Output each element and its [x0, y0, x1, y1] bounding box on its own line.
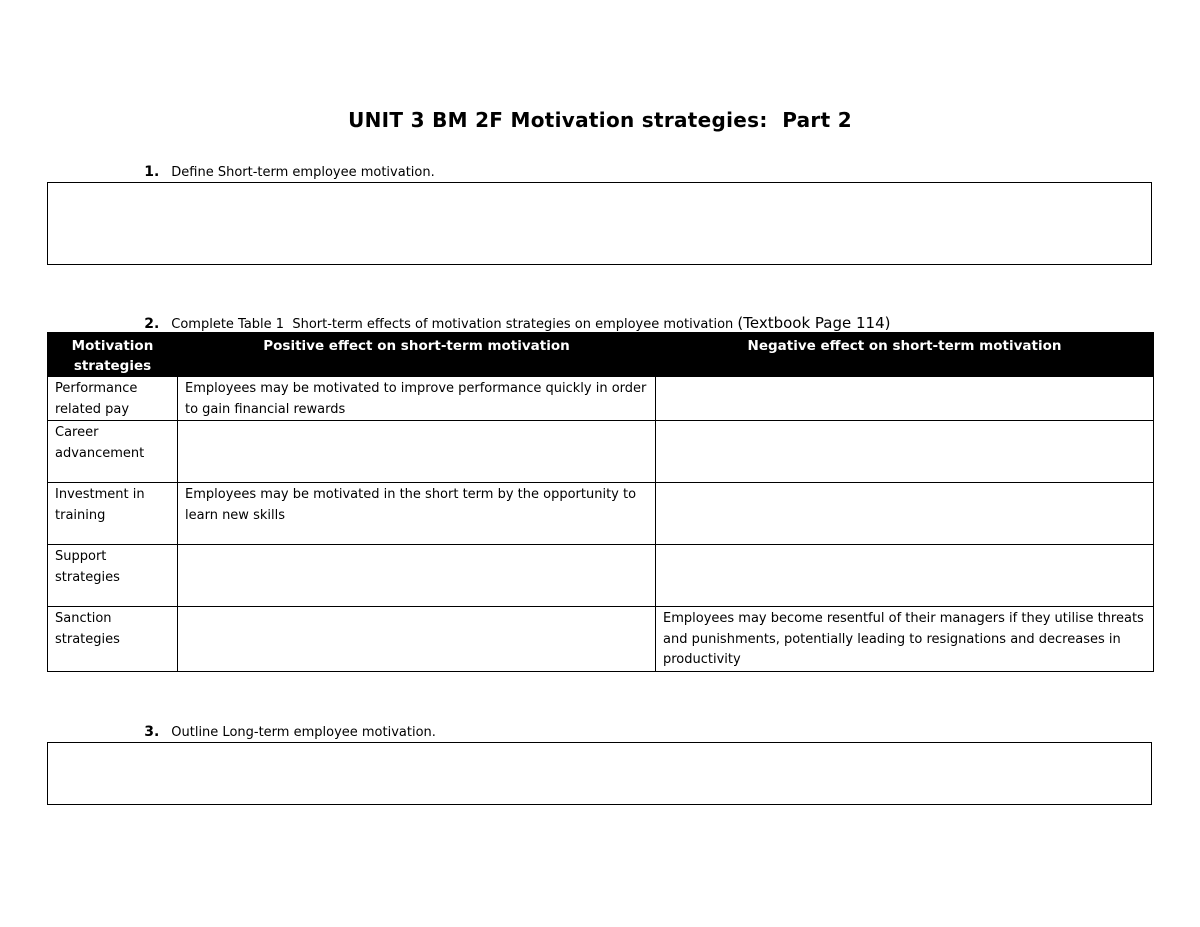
strategy-cell: Investment in training — [48, 483, 178, 545]
page-title: UNIT 3 BM 2F Motivation strategies: Part 2 — [348, 108, 852, 132]
positive-effect-cell[interactable]: Employees may be motivated in the short term by the opportunity to learn new skills — [178, 483, 656, 545]
negative-effect-cell[interactable]: Employees may become resentful of their managers if they utilise threats and punishments, potentially leading to resignations and decreases in productivity — [656, 607, 1154, 672]
table-row — [48, 483, 1154, 545]
question-3-text: Outline Long-term employee motivation. — [171, 725, 436, 740]
negative-effect-cell[interactable] — [656, 421, 1154, 483]
strategy-cell: Support strategies — [48, 545, 178, 607]
question-3-number: 3. — [144, 724, 160, 740]
question-1-text: Define Short-term employee motivation. — [171, 165, 435, 180]
question-3 — [136, 709, 436, 740]
table-row — [48, 607, 1154, 672]
positive-effect-cell[interactable] — [178, 421, 656, 483]
table-row — [48, 377, 1154, 421]
question-2 — [136, 299, 891, 332]
textbook-reference: (Textbook Page 114) — [737, 314, 891, 332]
question-1-number: 1. — [144, 164, 160, 180]
table-row — [48, 545, 1154, 607]
header-positive-effect: Positive effect on short-term motivation — [178, 333, 656, 377]
strategy-cell: Career advancement — [48, 421, 178, 483]
question-1 — [136, 149, 435, 180]
negative-effect-cell[interactable] — [656, 377, 1154, 421]
motivation-strategies-table — [47, 332, 1154, 672]
strategy-cell: Sanction strategies — [48, 607, 178, 672]
table-header-row — [48, 333, 1154, 377]
header-motivation-strategies: Motivation strategies — [48, 333, 178, 377]
negative-effect-cell[interactable] — [656, 545, 1154, 607]
strategy-cell: Performance related pay — [48, 377, 178, 421]
question-3-answer-box[interactable] — [47, 742, 1152, 805]
question-1-answer-box[interactable] — [47, 182, 1152, 265]
header-negative-effect: Negative effect on short-term motivation — [656, 333, 1154, 377]
positive-effect-cell[interactable]: Employees may be motivated to improve performance quickly in order to gain financial rewards — [178, 377, 656, 421]
question-2-text: Complete Table 1 Short-term effects of motivation strategies on employee motivation — [171, 317, 738, 332]
question-2-number: 2. — [144, 316, 160, 332]
positive-effect-cell[interactable] — [178, 545, 656, 607]
table-row — [48, 421, 1154, 483]
negative-effect-cell[interactable] — [656, 483, 1154, 545]
positive-effect-cell[interactable] — [178, 607, 656, 672]
